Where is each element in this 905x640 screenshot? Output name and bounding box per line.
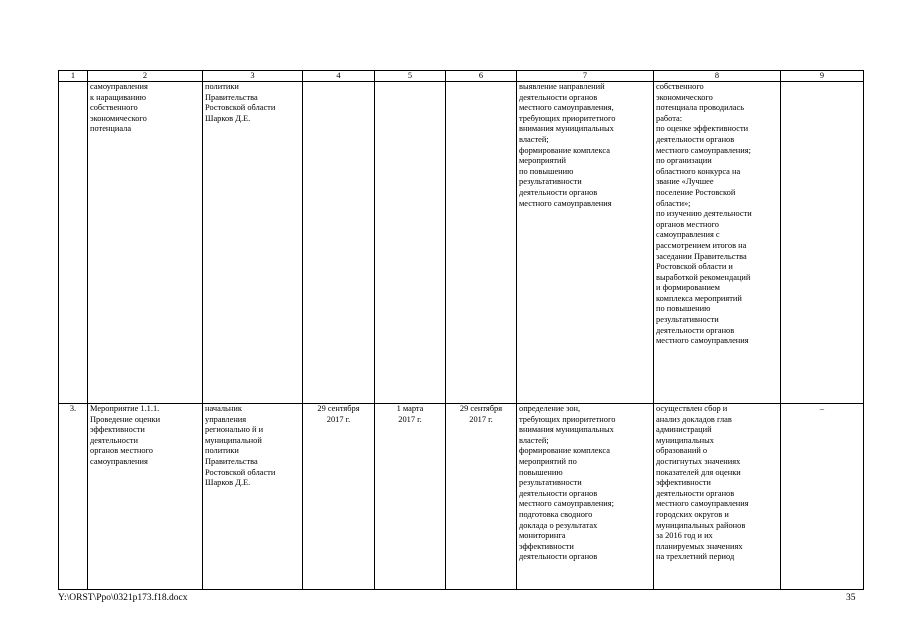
cell-text-line: 2017 г. — [469, 414, 493, 424]
cell-text-line: эффективности — [519, 541, 574, 551]
cell-text-line: 2017 г. — [398, 414, 422, 424]
cell-text-line: анализ докладов глав — [656, 414, 732, 424]
cell-text-line: повышению — [519, 467, 563, 477]
notes-cell: – — [781, 404, 864, 590]
cell-text-line: властей; — [519, 435, 549, 445]
cell-text-line: по повышению — [519, 166, 574, 176]
cell-text-line: областного конкурса на — [656, 166, 741, 176]
cell-text-line: результативности — [656, 315, 719, 325]
cell-text-line: экономического — [656, 92, 713, 102]
cell-text-line: доклада о результатах — [519, 520, 598, 530]
cell-text-line: звание «Лучшее — [656, 177, 714, 187]
cell-text-line: Ростовской области и — [656, 262, 733, 272]
cell-text-line: осуществлен сбор и — [656, 404, 728, 413]
cell-text-line: поселение Ростовской — [656, 187, 736, 197]
cell-text-line: деятельности органов — [519, 552, 598, 562]
cell-text-line: результативности — [519, 478, 582, 488]
cell-text-line: деятельности органов — [519, 92, 598, 102]
cell-text-line: местного самоуправления — [656, 499, 749, 509]
cell-text-line: Шарков Д.Е. — [205, 478, 251, 488]
cell-text-line: комплекса мероприятий — [656, 293, 742, 303]
cell-text-line: местного самоуправления — [519, 198, 612, 208]
cell-text-line: внимания муниципальных — [519, 124, 614, 134]
cell-text-line: подготовка сводного — [519, 509, 593, 519]
cell-text-line: муниципальных — [656, 435, 714, 445]
cell-text-line: городских округов и — [656, 509, 729, 519]
cell-text-line: собственного — [656, 82, 704, 91]
cell-text-line: муниципальной — [205, 435, 262, 445]
cell-text-line: местного самоуправления; — [519, 499, 614, 509]
cell-text-line: выявление направлений — [519, 82, 605, 91]
cell-text-line: Ростовской области — [205, 467, 276, 477]
column-number: 7 — [517, 71, 654, 82]
cell-text-line: по повышению — [656, 304, 711, 314]
activity-name-cell — [88, 82, 203, 404]
cell-text-line: потенциала — [90, 124, 132, 134]
actual-end-cell — [446, 404, 517, 590]
cell-text-line: органов местного — [656, 219, 719, 229]
cell-text-line: начальник — [205, 404, 242, 413]
column-number: 9 — [781, 71, 864, 82]
cell-text-line: по организации — [656, 156, 712, 166]
cell-text-line: Правительства — [205, 456, 258, 466]
cell-text-line: местного самоуправления, — [519, 103, 614, 113]
cell-text-line: результативности — [519, 177, 582, 187]
row-number-cell: 3. — [59, 404, 88, 590]
cell-text-line: деятельности органов — [656, 488, 735, 498]
activity-name-cell — [88, 404, 203, 590]
planned-result-cell — [517, 82, 654, 404]
responsible-cell — [203, 82, 303, 404]
actual-start-cell — [375, 82, 446, 404]
notes-cell — [781, 82, 864, 404]
cell-text-line: мониторинга — [519, 531, 566, 541]
cell-text-line: самоуправления — [90, 456, 148, 466]
cell-text-line: регионально й и — [205, 425, 264, 435]
column-number-row — [59, 71, 864, 82]
cell-text-line: эффективности — [90, 425, 145, 435]
cell-text-line: деятельности органов — [656, 325, 735, 335]
cell-text-line: 2017 г. — [326, 414, 351, 424]
cell-text-line: потенциала проводилась — [656, 103, 745, 113]
cell-text-line: на трехлетний период — [656, 552, 735, 562]
cell-text-line: экономического — [90, 113, 147, 123]
column-number: 5 — [375, 71, 446, 82]
cell-text-line: самоуправления с — [656, 230, 720, 240]
cell-text-line: выработкой рекомендаций — [656, 272, 751, 282]
cell-text-line: политики — [205, 446, 239, 456]
cell-text-line: деятельности органов — [656, 134, 735, 144]
cell-text-line: формирование комплекса — [519, 145, 610, 155]
cell-text-line: Правительства — [205, 92, 258, 102]
column-number: 1 — [59, 71, 88, 82]
table-row — [59, 404, 864, 590]
cell-text-line: достигнутых значениях — [656, 456, 741, 466]
planned-result-cell — [517, 404, 654, 590]
planned-date-cell — [303, 404, 375, 590]
cell-text-line: Шарков Д.Е. — [205, 113, 251, 123]
cell-text-line: по изучению деятельности — [656, 209, 752, 219]
cell-text-line: внимания муниципальных — [519, 425, 614, 435]
cell-text-line: требующих приоритетного — [519, 113, 616, 123]
table-row — [59, 82, 864, 404]
cell-text-line: местного самоуправления — [656, 336, 749, 346]
cell-text-line: к наращиванию — [90, 92, 146, 102]
cell-text-line: администраций — [656, 425, 712, 435]
cell-text-line: рассмотрением итогов на — [656, 240, 747, 250]
actual-result-cell — [654, 404, 781, 590]
cell-text-line: политики — [205, 82, 239, 91]
cell-text-line: 29 сентября — [317, 404, 360, 413]
cell-text-line: работа: — [656, 113, 683, 123]
cell-text-line: местного самоуправления; — [656, 145, 751, 155]
column-number: 2 — [88, 71, 203, 82]
cell-text-line: управления — [205, 414, 247, 424]
row-number-cell — [59, 82, 88, 404]
cell-text-line: 29 сентября — [459, 404, 503, 413]
cell-text-line: образований о — [656, 446, 708, 456]
column-number: 8 — [654, 71, 781, 82]
cell-text-line: области»; — [656, 198, 691, 208]
cell-text-line: определение зон, — [519, 404, 581, 413]
cell-text-line: заседании Правительства — [656, 251, 747, 261]
column-number: 4 — [303, 71, 375, 82]
file-path: Y:\ORST\Ppo\0321p173.f18.docx — [58, 593, 188, 603]
cell-text-line: показателей для оценки — [656, 467, 741, 477]
cell-text-line: и формированием — [656, 283, 720, 293]
cell-text-line: деятельности органов — [519, 488, 598, 498]
cell-text-line: эффективности — [656, 478, 711, 488]
actual-start-cell — [375, 404, 446, 590]
cell-text-line: 1 марта — [396, 404, 424, 413]
responsible-cell — [203, 404, 303, 590]
cell-text-line: органов местного — [90, 446, 153, 456]
cell-text-line: деятельности органов — [519, 187, 598, 197]
cell-text-line: самоуправления — [90, 82, 148, 91]
cell-text-line: планируемых значениях — [656, 541, 743, 551]
cell-text-line: формирование комплекса — [519, 446, 610, 456]
column-number: 3 — [203, 71, 303, 82]
actual-end-cell — [446, 82, 517, 404]
activities-table — [58, 70, 864, 590]
cell-text-line: деятельности — [90, 435, 138, 445]
cell-text-line: требующих приоритетного — [519, 414, 616, 424]
actual-result-cell — [654, 82, 781, 404]
column-number: 6 — [446, 71, 517, 82]
cell-text-line: мероприятий — [519, 156, 567, 166]
cell-text-line: властей; — [519, 134, 549, 144]
cell-text-line: по оценке эффективности — [656, 124, 749, 134]
cell-text-line: Проведение оценки — [90, 414, 161, 424]
cell-text-line: за 2016 год и их — [656, 531, 713, 541]
cell-text-line: Ростовской области — [205, 103, 276, 113]
cell-text-line: собственного — [90, 103, 138, 113]
cell-text-line: мероприятий по — [519, 456, 577, 466]
cell-text-line: муниципальных районов — [656, 520, 746, 530]
page-number: 35 — [846, 593, 856, 603]
cell-text-line: Мероприятие 1.1.1. — [90, 404, 160, 413]
planned-date-cell — [303, 82, 375, 404]
